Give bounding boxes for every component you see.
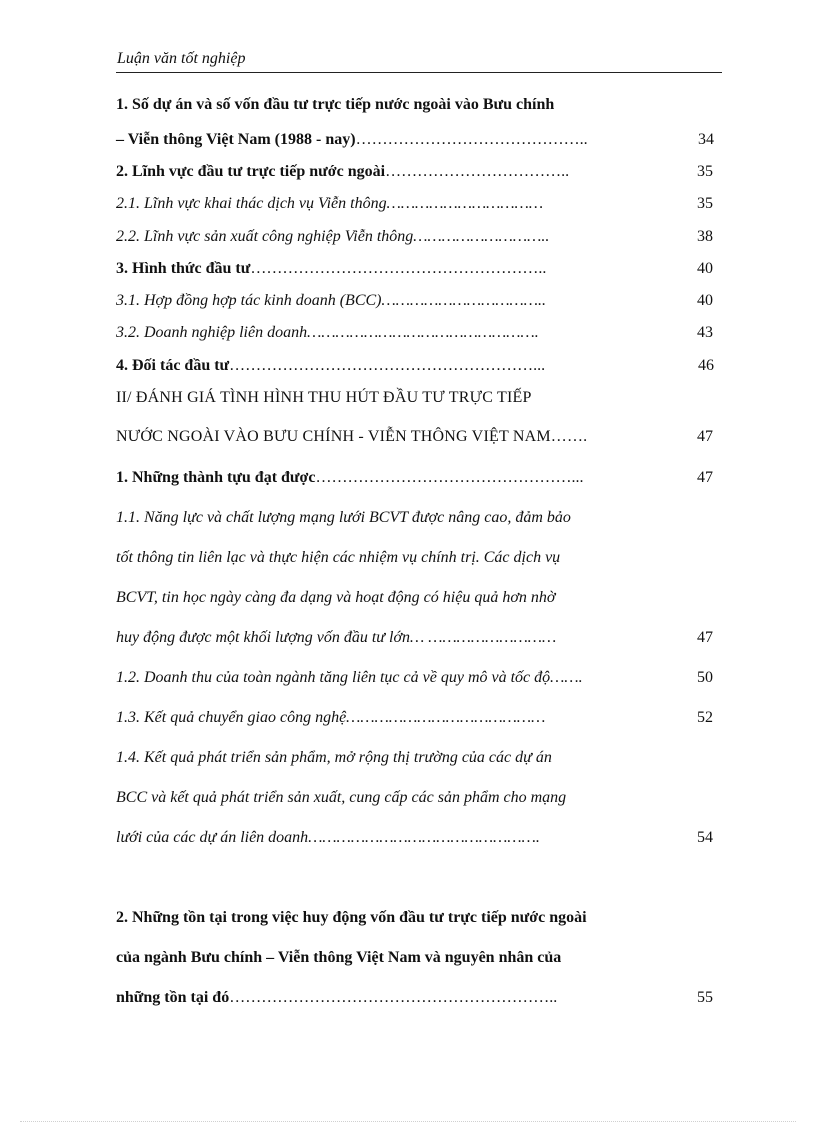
toc-entry-title: BCC và kết quả phát triển sản xuất, cung cấp các sản phẩm cho mạng (116, 789, 567, 806)
toc-entry-title: 2. Những tồn tại trong việc huy động vốn đầu tư trực tiếp nước ngoài (116, 909, 587, 926)
toc-entry (116, 949, 561, 967)
toc-entry (116, 469, 584, 487)
toc-entry-title: 1. Những thành tựu đạt được (116, 469, 316, 486)
toc-entry (116, 629, 556, 647)
toc-page-number: 40 (697, 292, 713, 309)
toc-page-number: 34 (698, 131, 714, 148)
toc-page-number: 50 (697, 669, 713, 686)
toc-leader-dots: …………………………………………. (308, 829, 540, 846)
toc-entry-title: 1.2. Doanh thu của toàn ngành tăng liên tục cả về quy mô và tốc độ (116, 669, 551, 686)
toc-entry-title: NƯỚC NGOÀI VÀO BƯU CHÍNH - VIỄN THÔNG VIỆT NAM……. (116, 428, 588, 445)
toc-leader-dots: …………………………………….. (355, 131, 588, 148)
toc-entry (116, 989, 557, 1007)
toc-entry-title: của ngành Bưu chính – Viễn thông Việt Nam và nguyên nhân của (116, 949, 562, 966)
toc-entry (116, 909, 587, 927)
toc-leader-dots: …………………………………………. (307, 324, 539, 341)
toc-leader-dots: …………………………………………………... (229, 357, 546, 374)
toc-page-number: 52 (697, 709, 713, 726)
toc-entry (116, 324, 539, 342)
toc-entry-title: BCVT, tin học ngày càng đa dạng và hoạt động có hiệu quả hơn nhờ (116, 589, 556, 606)
toc-entry-title: 1.1. Năng lực và chất lượng mạng lưới BCVT được nâng cao, đảm bảo (116, 509, 571, 526)
toc-entry-title: II/ ĐÁNH GIÁ TÌNH HÌNH THU HÚT ĐẦU TƯ TRỰC TIẾP (116, 389, 532, 406)
toc-page-number: 55 (697, 989, 713, 1006)
toc-entry (116, 260, 546, 278)
toc-entry (116, 669, 583, 687)
toc-page-number: 46 (698, 357, 714, 374)
toc-page-number: 38 (697, 228, 713, 245)
toc-entry (116, 589, 555, 607)
toc-entry-title: 2.1. Lĩnh vực khai thác dịch vụ Viễn thông (116, 195, 387, 212)
toc-leader-dots: … ……………………… (409, 629, 557, 646)
toc-leader-dots: …………………………….. (381, 292, 546, 309)
toc-page-number: 35 (697, 195, 713, 212)
toc-entry-title: lưới của các dự án liên doanh (116, 829, 309, 846)
toc-page-number: 35 (697, 163, 713, 180)
toc-entry (116, 357, 545, 375)
toc-entry (116, 509, 571, 527)
toc-page-number: 47 (697, 428, 713, 445)
toc-entry-title: 1.4. Kết quả phát triển sản phẩm, mở rộng thị trường của các dự án (116, 749, 552, 766)
toc-leader-dots: ……………………….. (413, 228, 550, 245)
toc-entry-title: 4. Đối tác đầu tư (116, 357, 230, 374)
toc-entry (116, 96, 554, 114)
toc-entry (116, 709, 545, 727)
toc-entry (116, 292, 546, 310)
toc-page-number: 40 (697, 260, 713, 277)
toc-entry (116, 749, 552, 767)
toc-entry-title: 3.2. Doanh nghiệp liên doanh (116, 324, 308, 341)
toc-page-number: 47 (697, 629, 713, 646)
toc-entry-title: 2. Lĩnh vực đầu tư trực tiếp nước ngoài (116, 163, 386, 180)
toc-entry-title: những tồn tại đó (116, 989, 230, 1006)
toc-entry-title: 3. Hình thức đầu tư (116, 260, 251, 277)
toc-entry (116, 789, 566, 807)
toc-entry (116, 829, 540, 847)
toc-entry (116, 131, 588, 149)
toc-entry-title: huy động được một khối lượng vốn đầu tư lớn (116, 629, 410, 646)
toc-entry-title: – Viễn thông Việt Nam (1988 - nay) (116, 131, 356, 148)
toc-leader-dots: …………………………………… (346, 709, 546, 726)
toc-entry-title: 3.1. Hợp đồng hợp tác kinh doanh (BCC) (116, 292, 382, 309)
toc-leader-dots: …………………………………………………….. (229, 989, 558, 1006)
page-header (116, 50, 722, 73)
header-title: Luận văn tốt nghiệp (117, 50, 246, 67)
toc-entry (116, 228, 549, 246)
toc-entry (116, 549, 560, 567)
toc-entry (116, 195, 543, 213)
toc-leader-dots: ……………………………………………….. (250, 260, 547, 277)
toc-entry (116, 163, 569, 181)
toc-entry (116, 389, 532, 407)
toc-leader-dots: …………………………….. (385, 163, 570, 180)
toc-leader-dots: …………………………………………... (315, 469, 584, 486)
toc-leader-dots: …………………………… (386, 195, 544, 212)
toc-entry-title: 1.3. Kết quả chuyển giao công nghệ (116, 709, 347, 726)
toc-entry-title: 2.2. Lĩnh vực sản xuất công nghiệp Viễn thông (116, 228, 414, 245)
toc-page-number: 47 (697, 469, 713, 486)
toc-page-number: 43 (697, 324, 713, 341)
toc-entry (116, 428, 587, 446)
toc-page-number: 54 (697, 829, 713, 846)
toc-leader-dots: ……. (550, 669, 583, 686)
toc-entry-title: tốt thông tin liên lạc và thực hiện các nhiệm vụ chính trị. Các dịch vụ (116, 549, 561, 566)
toc-entry-title: 1. Số dự án và số vốn đầu tư trực tiếp nước ngoài vào Bưu chính (116, 96, 555, 113)
